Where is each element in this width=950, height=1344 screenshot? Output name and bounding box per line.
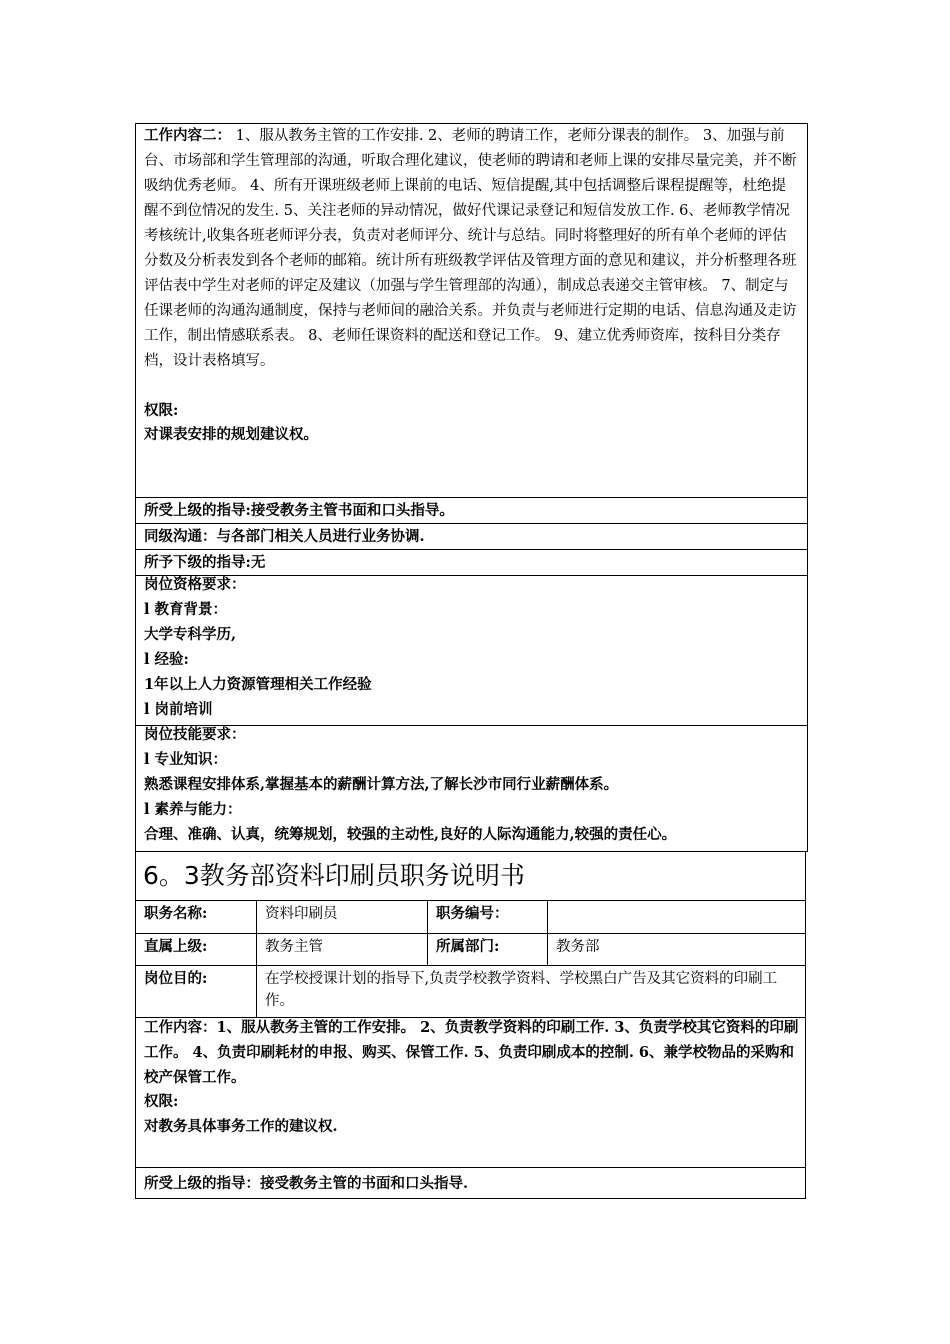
duties-paragraph bbox=[144, 123, 800, 374]
qualifications-block bbox=[135, 575, 808, 726]
authority-text: 对课表安排的规划建议权。 bbox=[144, 426, 318, 443]
job-title-value: 资料印刷员 bbox=[256, 900, 428, 934]
job-number-value bbox=[547, 900, 806, 934]
peer-comm-text: 同级沟通：与各部门相关人员进行业务协调. bbox=[144, 528, 425, 545]
skills-line: 岗位技能要求： bbox=[144, 726, 246, 743]
qualifications-line: l 教育背景： bbox=[144, 601, 228, 618]
duties-label: 工作内容二： bbox=[144, 127, 231, 144]
supervisor-value: 教务主管 bbox=[256, 933, 428, 966]
qualifications-line: 1年以上人力资源管理相关工作经验 bbox=[144, 676, 372, 693]
printer-authority-text: 对教务具体事务工作的建议权. bbox=[144, 1118, 338, 1135]
department-value: 教务部 bbox=[547, 933, 806, 966]
job-title-label: 职务名称: bbox=[135, 900, 257, 934]
skills-line: l 专业知识： bbox=[144, 751, 228, 768]
printer-authority-label: 权限: bbox=[144, 1093, 179, 1110]
qualifications-line: 岗位资格要求： bbox=[144, 576, 246, 593]
printer-superior-guidance-text: 所受上级的指导：接受教务主管的书面和口头指导. bbox=[144, 1175, 469, 1192]
purpose-label: 岗位目的: bbox=[135, 965, 257, 1018]
authority-label: 权限: bbox=[144, 402, 179, 419]
duties-text: 1、服从教务主管的工作安排. 2、老师的聘请工作，老师分课表的制作。 3、加强与前台、市场部和学生管理部的沟通，听取合理化建议，使老师的聘请和老师上课的安排尽量完美，并不断吸纳优秀老师。 4、所有开课班级老师上课前的电话、短信提醒,其中包括调整后课程提醒等，杜绝提醒不到位情况的发生. 5、关注老师的异动情况，做好代课记录登记和短信发放工作. 6、老师教学情况考核统计,收集各班老师评分表，负责对老师评分、统计与总结。同时将整理好的所有单个老师的评估分数及分析表发到各个老师的邮箱。统计所有班级教学评估及管理方面的意见和建议，并分析整理各班评估表中学生对老师的评定及建议（加强与学生管理部的沟通），制成总表递交主管审核。 7、制定与任课老师的沟通沟通制度，保持与老师间的融洽关系。并负责与老师进行定期的电话、信息沟通及走访工作，制出情感联系表。 8、老师任课资料的配送和登记工作。 9、建立优秀师资库，按科目分类存档，设计表格填写。 bbox=[144, 128, 797, 369]
qualifications-line: l 经验: bbox=[144, 651, 189, 668]
printer-duties-text: 工作内容：1、服从教务主管的工作安排。 2、负责教学资料的印刷工作. 3、负责学校其它资料的印刷工作。 4、负责印刷耗材的申报、购买、保管工作. 5、负责印刷成本的控制. 6、兼学校物品的采购和校产保管工作。 bbox=[144, 1019, 799, 1086]
supervisor-label: 直属上级: bbox=[135, 933, 257, 966]
qualifications-line: 大学专科学历, bbox=[144, 626, 237, 643]
skills-line: l 素养与能力： bbox=[144, 801, 242, 818]
skills-line: 熟悉课程安排体系,掌握基本的薪酬计算方法,了解长沙市同行业薪酬体系。 bbox=[144, 776, 619, 793]
job-number-label: 职务编号： bbox=[427, 900, 548, 934]
subordinate-guidance-text: 所予下级的指导:无 bbox=[144, 554, 266, 571]
qualifications-line: l 岗前培训 bbox=[144, 701, 213, 718]
department-label: 所属部门: bbox=[427, 933, 548, 966]
section-title: 6。3教务部资料印刷员职务说明书 bbox=[143, 861, 525, 890]
purpose-value: 在学校授课计划的指导下,负责学校教学资料、学校黑白广告及其它资料的印刷工作。 bbox=[256, 965, 806, 1018]
superior-guidance-text: 所受上级的指导:接受教务主管书面和口头指导。 bbox=[144, 502, 454, 519]
skills-line: 合理、准确、认真，统筹规划，较强的主动性,良好的人际沟通能力,较强的责任心。 bbox=[144, 826, 677, 843]
